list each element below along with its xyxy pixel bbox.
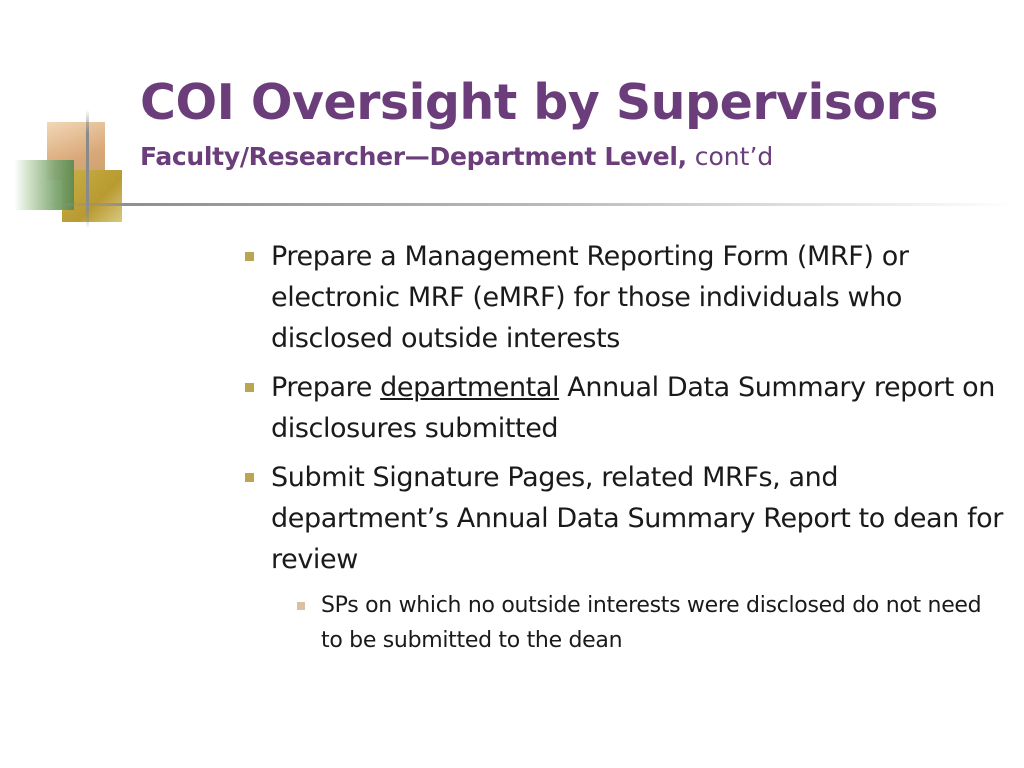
bullet-list (245, 236, 1005, 658)
bullet-item (245, 236, 1005, 359)
slide-title: COI Oversight by Supervisors (140, 74, 938, 131)
bullet-text-pre: Prepare (271, 372, 381, 403)
subtitle-contd-text: cont’d (686, 142, 774, 171)
sub-bullet-text: SPs on which no outside interests were disclosed do not need to be submitted to the dean (321, 593, 982, 653)
decorative-logo (0, 100, 150, 240)
bullet-underlined-text: departmental (380, 372, 560, 403)
bullet-text-post: Annual Data Summary report on disclosures submitted (271, 372, 995, 444)
slide-subtitle (140, 142, 773, 171)
sub-bullet-item (297, 588, 1005, 658)
square-bullet-icon (245, 473, 254, 482)
vertical-rule (86, 110, 89, 228)
bullet-item (245, 367, 1005, 449)
title-underline-rule (48, 203, 1018, 206)
square-bullet-icon (245, 383, 254, 392)
subtitle-bold-text: Faculty/Researcher—Department Level, (140, 142, 687, 171)
bullet-item (245, 457, 1005, 580)
bullet-text: Prepare a Management Reporting Form (MRF) or electronic MRF (eMRF) for those individuals who disclosed outside interests (271, 241, 909, 354)
bullet-text: Submit Signature Pages, related MRFs, and department’s Annual Data Summary Report to dean for review (271, 462, 1004, 575)
square-sub-bullet-icon (297, 602, 305, 610)
square-bullet-icon (245, 252, 254, 261)
